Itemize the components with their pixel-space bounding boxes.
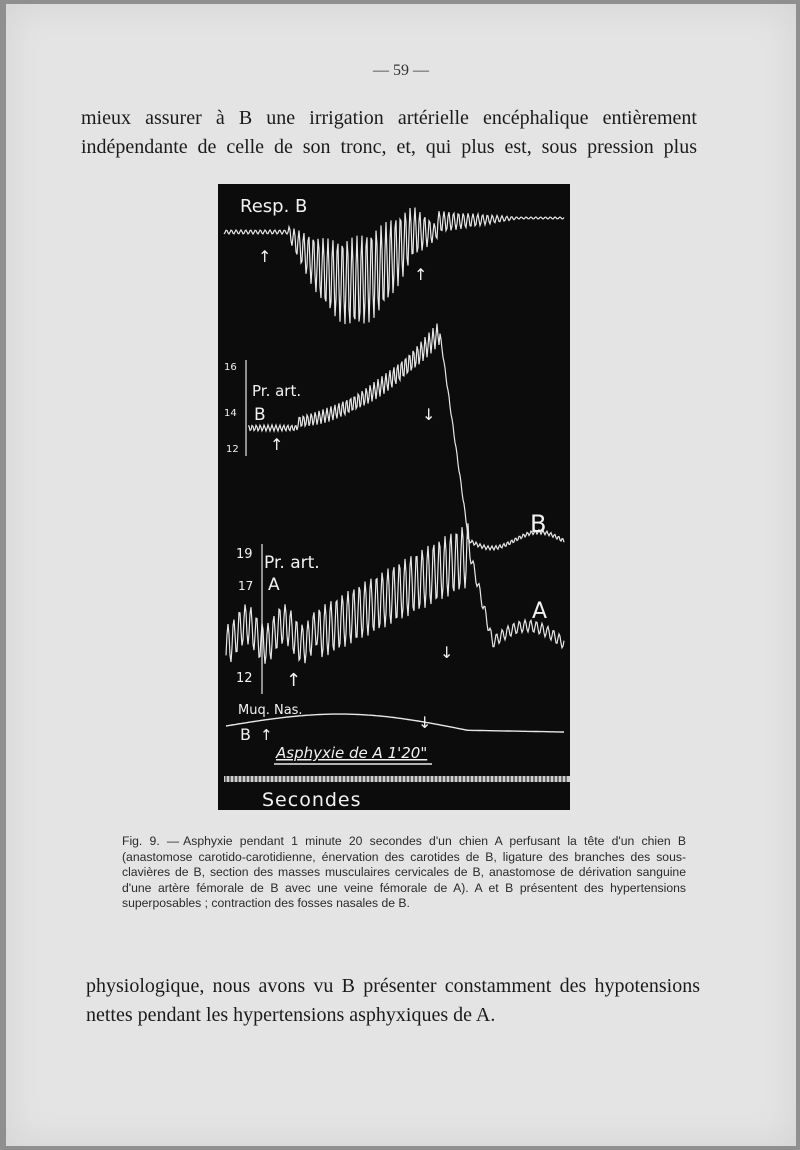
scale-tick-a-12: 12	[236, 671, 253, 686]
arrow-up-resp-start: ↑	[258, 247, 272, 266]
book-page	[6, 4, 796, 1146]
arrow-up-pr-b: ↑	[270, 435, 284, 454]
body-paragraph-bottom	[86, 972, 700, 1030]
arrow-up-pr-a: ↑	[286, 670, 302, 691]
label-b-right: B	[530, 510, 547, 538]
scale-tick-a-19: 19	[236, 547, 253, 562]
bottom-line-2: nettes pendant les hypertensions asphyxiques de A.	[86, 1004, 496, 1026]
label-pr-art-a: Pr. art.	[264, 553, 320, 573]
caption-text: Asphyxie pendant 1 minute 20 secondes d'un chien A perfusant la tête d'un chien B (anastomose carotido-carotidienne, énervation des carotides de B, ligature des branches des sous-clavières de B, section des masses musculaires cervicales de B, anastomose de dérivation sanguine d'une artère fémorale de B avec une veine fémorale de A). A et B présentent des hypertensions superposables ; contraction des fosses nasales de B.	[122, 834, 686, 911]
respiration-trace	[224, 208, 564, 325]
label-muq-nas: Muq. Nas.	[238, 703, 303, 718]
scale-tick-b-14: 14	[224, 408, 237, 419]
page-number: — 59 —	[373, 62, 429, 79]
body-paragraph-top: mieux assurer à B une irrigation artérielle encéphalique entièrement indépendante de celle de son tronc, et, qui plus est, sous pression plus	[81, 107, 697, 158]
scale-tick-b-16: 16	[224, 362, 237, 373]
label-a-left: A	[268, 575, 280, 595]
bottom-line-1: physiologique, nous avons vu B présenter constamment des hypotensions	[86, 975, 700, 997]
label-pr-art-b: Pr. art.	[252, 382, 302, 400]
figure-9-tracing	[218, 184, 570, 810]
arrow-up-muq: ↑	[260, 726, 273, 744]
label-a-right: A	[532, 599, 548, 624]
arrow-down-muq: ↓	[418, 713, 432, 732]
arrow-down-pr-b: ↓	[422, 405, 436, 424]
pressure-trace-b	[248, 324, 564, 550]
scale-tick-a-17: 17	[238, 579, 254, 593]
label-secondes: Secondes	[262, 789, 362, 810]
label-resp-b: Resp. B	[240, 196, 308, 217]
figure-caption	[122, 834, 686, 912]
arrow-down-pr-a: ↓	[440, 643, 454, 662]
label-asphyxie: Asphyxie de A 1'20"	[276, 744, 428, 762]
label-b-upper: B	[254, 405, 266, 425]
label-b-lower: B	[240, 725, 251, 744]
scale-tick-b-12: 12	[226, 444, 239, 455]
arrow-up-resp-end: ↑	[414, 265, 428, 284]
caption-label: Fig. 9. —	[122, 834, 180, 848]
